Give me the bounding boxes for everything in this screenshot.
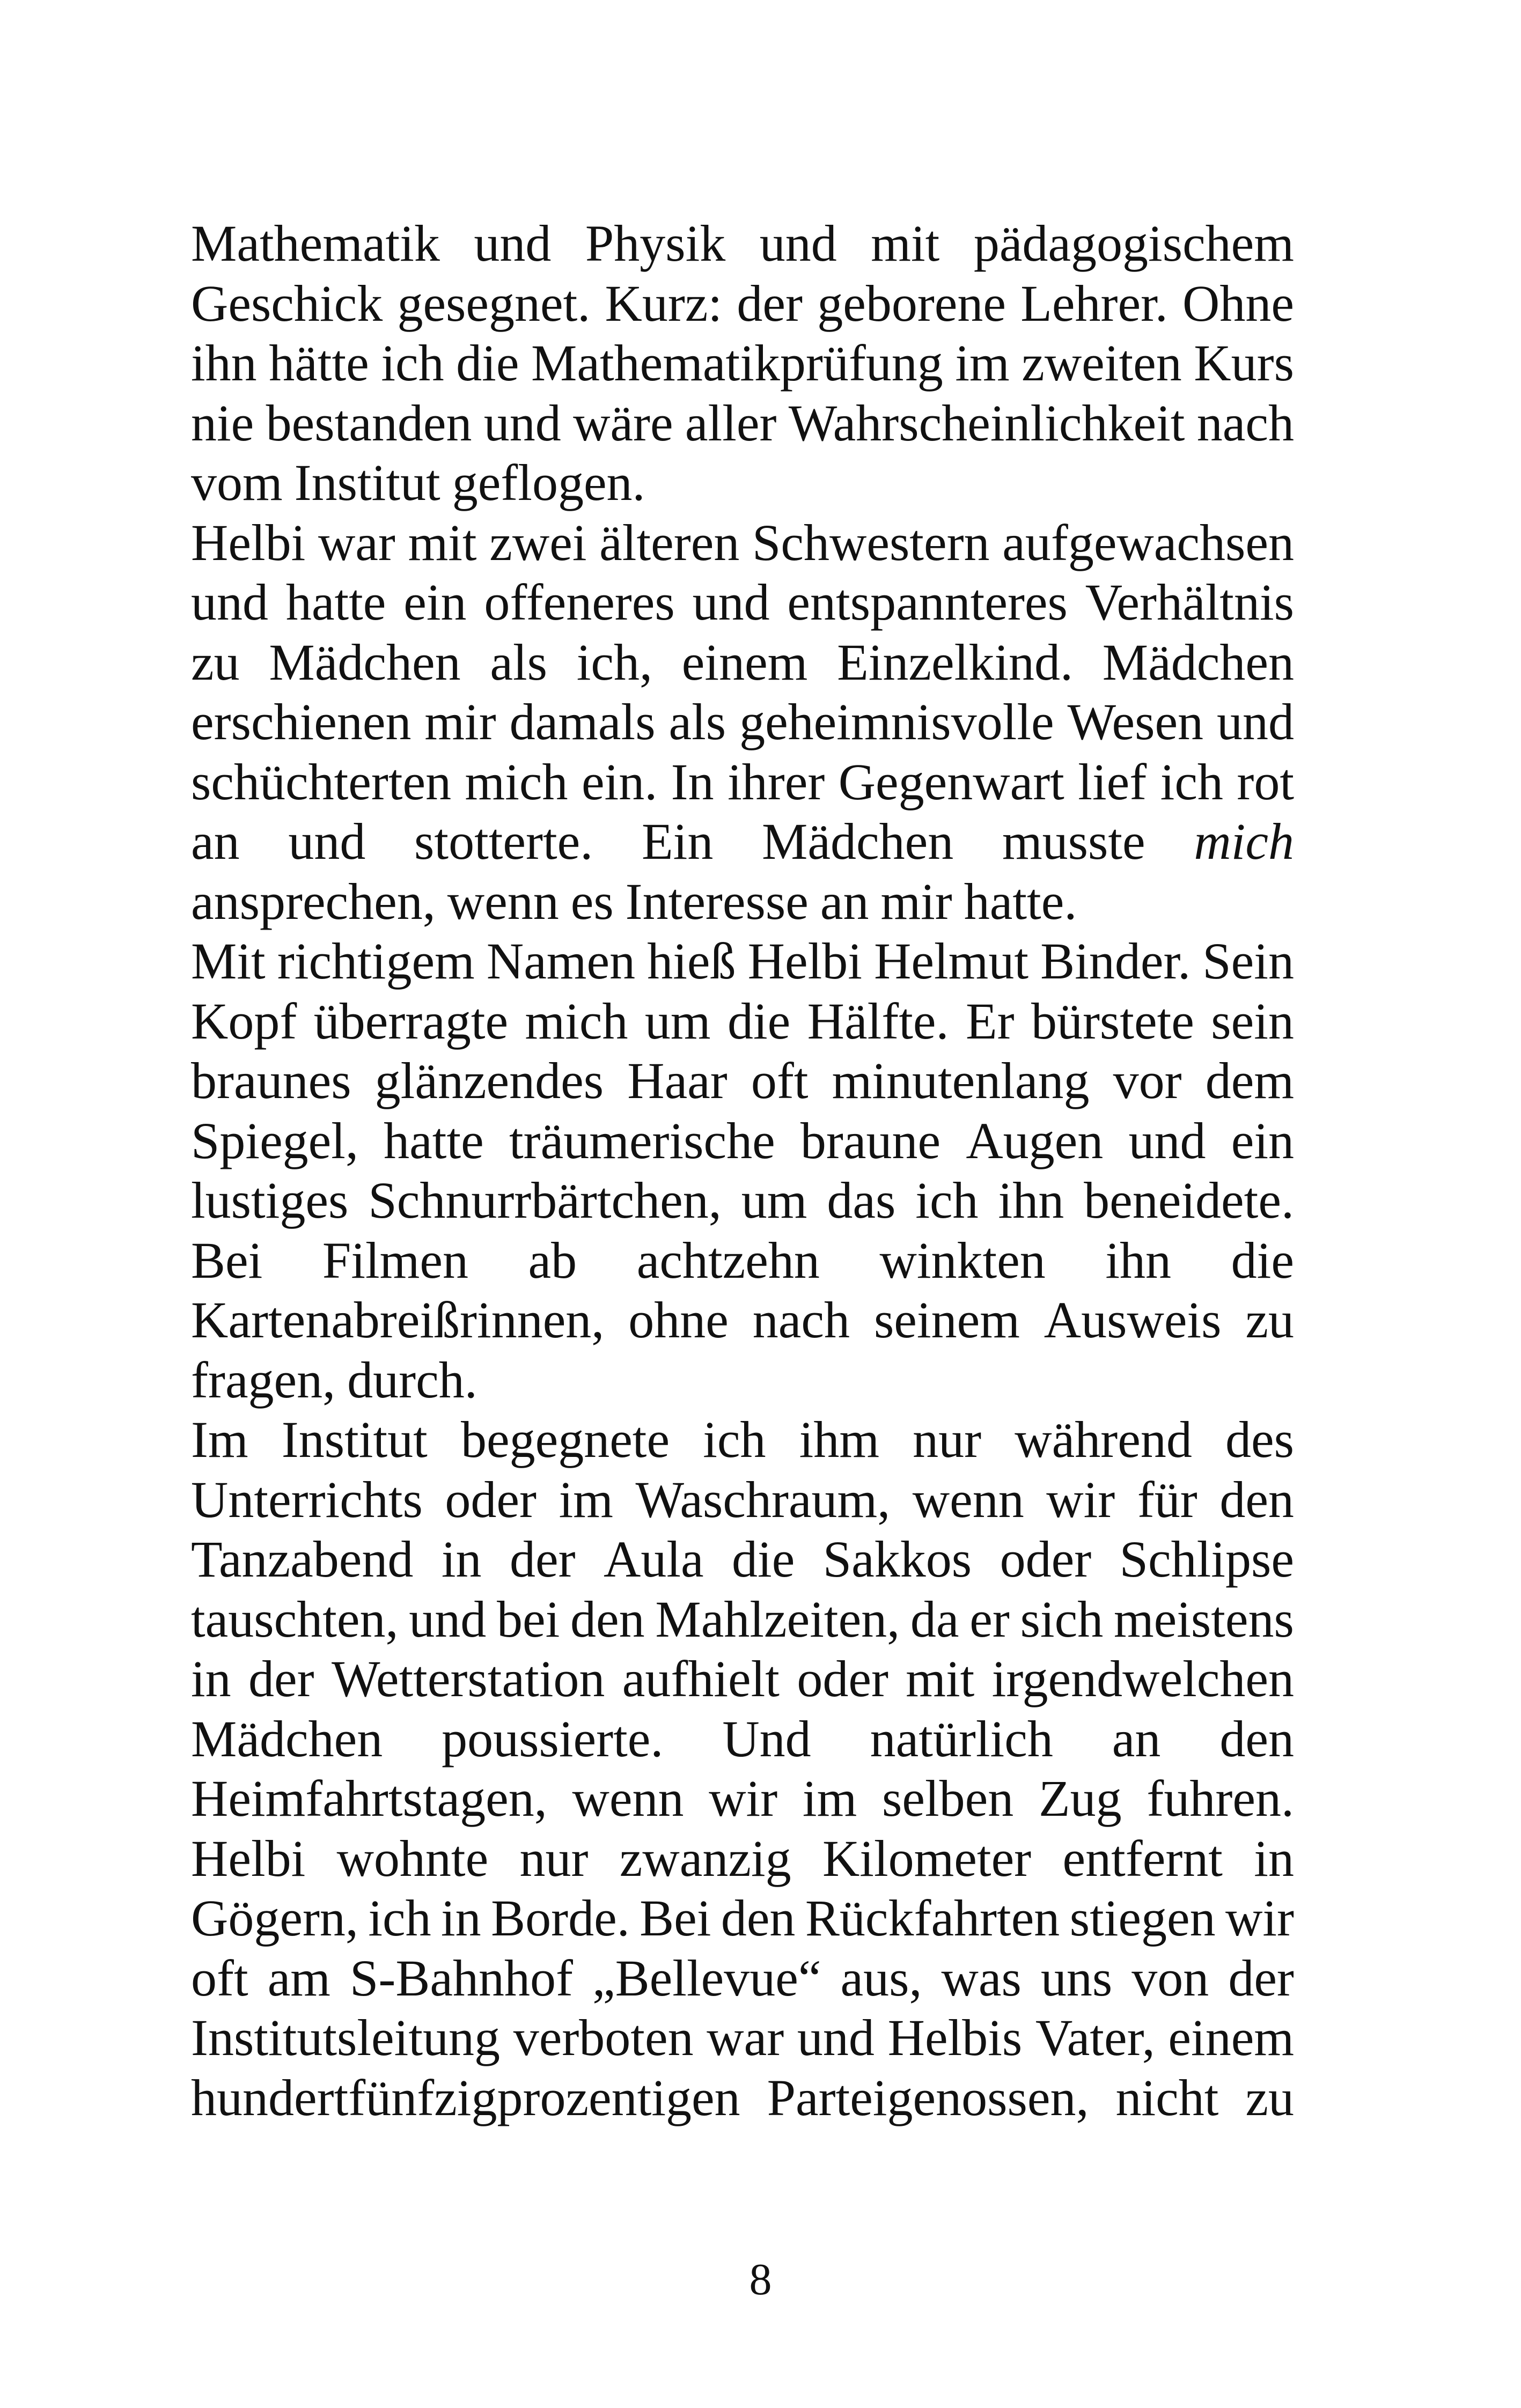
word: wäre [573, 394, 673, 452]
word: Mädchen [1102, 633, 1294, 691]
text-line [191, 393, 1294, 453]
text-line [191, 453, 1294, 513]
word: die [732, 1530, 795, 1588]
word: offeneres [484, 573, 675, 631]
text-line [191, 2008, 1294, 2068]
word: er [969, 1590, 1010, 1648]
word: ihm [799, 1411, 880, 1468]
word: Zug [1039, 1770, 1122, 1827]
word: das [827, 1172, 896, 1229]
word: Sakkos [822, 1530, 972, 1588]
text-line [191, 1948, 1294, 2008]
text-line [191, 1709, 1294, 1769]
word: Parteigenossen, [767, 2068, 1089, 2126]
word: Wetterstation [331, 1650, 605, 1707]
word: was [941, 1949, 1022, 2007]
word: der [509, 1530, 576, 1588]
word: sein [1211, 992, 1294, 1050]
word: beneidete. [1084, 1172, 1294, 1229]
word: oder [797, 1650, 888, 1707]
word: bei [497, 1590, 560, 1648]
text-line [191, 1231, 1294, 1291]
word: Einzelkind. [837, 633, 1073, 691]
word: mit [906, 1650, 975, 1707]
word: fragen, [191, 1351, 336, 1409]
word: Kurs [1194, 334, 1294, 392]
word: für [1137, 1470, 1197, 1528]
page-number: 8 [749, 2255, 772, 2304]
word: pädagogischem [973, 215, 1294, 272]
word: Physik [585, 215, 726, 272]
word: zwanzig [619, 1829, 791, 1887]
word: Kartenabreißrinnen, [191, 1291, 605, 1349]
word: Helbis [887, 2009, 1023, 2066]
word: vom [191, 454, 283, 511]
word: den [1219, 1470, 1294, 1528]
word: Kilometer [822, 1829, 1032, 1887]
word: Schlipse [1119, 1530, 1294, 1588]
word: stiegen [1069, 1889, 1216, 1947]
word: in [441, 1889, 481, 1947]
word: Helbi [747, 932, 862, 990]
word: am [267, 1949, 330, 2007]
word: Geschick [191, 274, 383, 332]
word: ansprechen, [191, 872, 436, 930]
word: in [191, 1650, 231, 1707]
word: begegnete [460, 1411, 670, 1468]
body-text [191, 213, 1294, 2127]
word: Mädchen [762, 813, 954, 870]
text-line [191, 213, 1294, 274]
word: Unterrichts [191, 1470, 423, 1528]
word: geborene [817, 274, 1006, 332]
word: ein. [581, 753, 658, 811]
text-line [191, 812, 1294, 872]
word: poussierte. [442, 1710, 664, 1768]
text-line [191, 572, 1294, 632]
word: ich [381, 334, 444, 392]
word: bürstete [1031, 992, 1194, 1050]
word: erschienen [191, 693, 412, 750]
word: und [1128, 1111, 1206, 1169]
word: mir [880, 872, 952, 930]
word: im [802, 1770, 857, 1827]
text-line [191, 1170, 1294, 1231]
word: Tanzabend [191, 1530, 414, 1588]
word: verboten [513, 2009, 694, 2066]
word: zu [1245, 1291, 1294, 1349]
word: als [490, 633, 547, 691]
word: Wesen [1067, 693, 1204, 750]
word: um [644, 992, 711, 1050]
word: Kurz: [605, 274, 723, 332]
word: hieß [647, 932, 736, 990]
word: aller [685, 394, 777, 452]
word: hundertfünfzigprozentigen [191, 2068, 740, 2126]
word: Haar [627, 1052, 728, 1109]
word: mit [408, 513, 477, 571]
word: und [191, 573, 268, 631]
text-line [191, 1290, 1294, 1350]
word: achtzehn [636, 1231, 820, 1289]
word: ihn [1105, 1231, 1172, 1289]
text-line [191, 991, 1294, 1051]
word: einem [681, 633, 808, 691]
word: Ein [642, 813, 714, 870]
word: ich [1160, 753, 1223, 811]
word: oft [751, 1052, 809, 1109]
word: richtigem [277, 932, 475, 990]
text-line [191, 1769, 1294, 1829]
word: schüchterten [191, 753, 452, 811]
text-line [191, 1410, 1294, 1470]
word: an [191, 813, 240, 870]
word: Institutsleitung [191, 2009, 500, 2066]
word: mit [871, 215, 940, 272]
word: Borde. [491, 1889, 630, 1947]
word: Verhältnis [1085, 573, 1294, 631]
word: Augen [966, 1111, 1104, 1169]
word: die [1231, 1231, 1294, 1289]
word: Ohne [1182, 274, 1294, 332]
word: dem [1205, 1052, 1294, 1109]
word: irgendwelchen [991, 1650, 1294, 1707]
word: hatte [285, 573, 386, 631]
word: war [707, 2009, 784, 2066]
word: Filmen [322, 1231, 468, 1289]
word: damals [509, 693, 656, 750]
word: ohne [628, 1291, 729, 1349]
word: Namen [486, 932, 636, 990]
word: glänzendes [374, 1052, 604, 1109]
word: wohnte [336, 1829, 489, 1887]
text-line [191, 872, 1294, 932]
word: uns [1040, 1949, 1113, 2007]
word: mich [465, 753, 568, 811]
text-line [191, 1350, 1294, 1410]
text-line [191, 1888, 1294, 1948]
word: wenn [572, 1770, 684, 1827]
word: älteren [599, 513, 740, 571]
word: und [759, 215, 837, 272]
word: Und [722, 1710, 811, 1768]
text-line [191, 1589, 1294, 1649]
word: wenn [447, 872, 559, 930]
word: die [456, 334, 519, 392]
word: und [483, 394, 561, 452]
word: da [910, 1590, 959, 1648]
word: tauschten, [191, 1590, 399, 1648]
word: „Bellevue“ [592, 1949, 821, 2007]
word: minutenlang [832, 1052, 1090, 1109]
text-line [191, 752, 1294, 812]
word: zwei [489, 513, 587, 571]
word: überragte [313, 992, 509, 1050]
word: nicht [1115, 2068, 1219, 2126]
text-line [191, 2068, 1294, 2128]
word: und [692, 573, 770, 631]
word: selben [882, 1770, 1014, 1827]
word: ich [703, 1411, 766, 1468]
word: Hälfte. [807, 992, 949, 1050]
word: ich, [576, 633, 653, 691]
word: lustiges [191, 1172, 349, 1229]
word: Er [965, 992, 1015, 1050]
word: winkten [879, 1231, 1046, 1289]
word: der [737, 274, 803, 332]
word: Bei [191, 1231, 263, 1289]
word: Ausweis [1044, 1291, 1222, 1349]
word: In [671, 753, 714, 811]
word: natürlich [870, 1710, 1053, 1768]
word: und [474, 215, 552, 272]
word: Helmut [874, 932, 1029, 990]
text-line [191, 692, 1294, 752]
word: aufgewachsen [1002, 513, 1294, 571]
word: Vater, [1035, 2009, 1155, 2066]
word: Mit [191, 932, 266, 990]
word: nach [752, 1291, 850, 1349]
word: fuhren. [1147, 1770, 1294, 1827]
word: in [1254, 1829, 1294, 1887]
word: vor [1113, 1052, 1182, 1109]
word: Mahlzeiten, [655, 1590, 900, 1648]
text-line [191, 333, 1294, 393]
word: ab [528, 1231, 577, 1289]
word: Institut [281, 1411, 428, 1468]
word: lief [1078, 753, 1147, 811]
word: Institut [294, 454, 440, 511]
word: und [797, 2009, 875, 2066]
word: Spiegel, [191, 1111, 358, 1169]
word: aufhielt [622, 1650, 780, 1707]
text-line [191, 1529, 1294, 1589]
word: im [955, 334, 1010, 392]
word: Wahrscheinlichkeit [788, 394, 1185, 452]
word: wir [709, 1770, 778, 1827]
word: Binder. [1040, 932, 1191, 990]
word: hätte [269, 334, 369, 392]
text-line [191, 274, 1294, 334]
word: ihn [998, 1172, 1064, 1229]
word: Mathematik [191, 215, 440, 272]
text-line [191, 513, 1294, 573]
word: als [668, 693, 726, 750]
word: um [741, 1172, 807, 1229]
text-line [191, 1111, 1294, 1171]
word: an [820, 872, 869, 930]
word: hatte. [964, 872, 1077, 930]
word: und [288, 813, 366, 870]
word: braune [800, 1111, 941, 1169]
word: geheimnisvolle [739, 693, 1054, 750]
word: entspannteres [787, 573, 1068, 631]
word: wir [1225, 1889, 1294, 1947]
word: den [721, 1889, 796, 1947]
word: einem [1168, 2009, 1294, 2066]
word: Helbi [191, 513, 306, 571]
word: oder [445, 1470, 537, 1528]
word: Sein [1202, 932, 1294, 990]
word: hatte [384, 1111, 484, 1169]
word: aus, [840, 1949, 922, 2007]
text-line [191, 1470, 1294, 1530]
word: sich [1020, 1590, 1104, 1648]
word: Lehrer. [1020, 274, 1168, 332]
word: oder [1000, 1530, 1092, 1588]
word: Kopf [191, 992, 297, 1050]
word: der [248, 1650, 314, 1707]
word: und [409, 1590, 487, 1648]
word: Bei [640, 1889, 711, 1947]
word: den [1219, 1710, 1294, 1768]
word: den [570, 1590, 645, 1648]
word: Waschraum, [635, 1470, 891, 1528]
text-line [191, 1649, 1294, 1709]
word: Helbi [191, 1829, 306, 1887]
word: Schwestern [752, 513, 990, 571]
word: geflogen. [452, 454, 645, 511]
word: meistens [1113, 1590, 1294, 1648]
word: durch. [347, 1351, 477, 1409]
word: des [1225, 1411, 1294, 1468]
word: Im [191, 1411, 248, 1468]
word: entfernt [1062, 1829, 1223, 1887]
word: ein [403, 573, 467, 631]
word: S-Bahnhof [350, 1949, 573, 2007]
text-line [191, 1051, 1294, 1111]
word: nur [519, 1829, 589, 1887]
word: gesegnet. [397, 274, 591, 332]
word: in [441, 1530, 482, 1588]
word: ein [1231, 1111, 1294, 1169]
word: mich [525, 992, 628, 1050]
text-line [191, 931, 1294, 991]
word: ihn [191, 334, 257, 392]
word: an [1112, 1710, 1161, 1768]
word: Rückfahrten [805, 1889, 1060, 1947]
word: Schnurrbärtchen, [368, 1172, 722, 1229]
word: ich [915, 1172, 979, 1229]
word: die [727, 992, 791, 1050]
word: träumerische [509, 1111, 775, 1169]
word: Heimfahrtstagen, [191, 1770, 547, 1827]
word: nur [913, 1411, 982, 1468]
word: zu [1245, 2068, 1294, 2126]
word: nie [191, 394, 254, 452]
word: Aula [603, 1530, 704, 1588]
word: stotterte. [414, 813, 593, 870]
word: von [1131, 1949, 1209, 2007]
word: braunes [191, 1052, 351, 1109]
word: ihrer [728, 753, 825, 811]
word: Gegenwart [838, 753, 1064, 811]
word: es [570, 872, 614, 930]
word: Mädchen [191, 1710, 383, 1768]
word: musste [1002, 813, 1145, 870]
word: zu [191, 633, 240, 691]
word: seinem [873, 1291, 1020, 1349]
text-line [191, 1829, 1294, 1889]
word: Mädchen [269, 633, 461, 691]
word: oft [191, 1949, 248, 2007]
text-line [191, 632, 1294, 693]
word: ich [368, 1889, 431, 1947]
word: nach [1196, 394, 1294, 452]
word: Mathematikprüfung [531, 334, 943, 392]
word: Gögern, [191, 1889, 358, 1947]
word: mich [1194, 813, 1294, 870]
word: im [559, 1470, 613, 1528]
word: wir [1046, 1470, 1115, 1528]
word: während [1015, 1411, 1192, 1468]
word: war [318, 513, 395, 571]
word: wenn [912, 1470, 1024, 1528]
word: Interesse [625, 872, 809, 930]
word: bestanden [266, 394, 472, 452]
word: der [1228, 1949, 1294, 2007]
word: mir [424, 693, 496, 750]
word: rot [1237, 753, 1294, 811]
word: und [1216, 693, 1294, 750]
word: zweiten [1022, 334, 1182, 392]
